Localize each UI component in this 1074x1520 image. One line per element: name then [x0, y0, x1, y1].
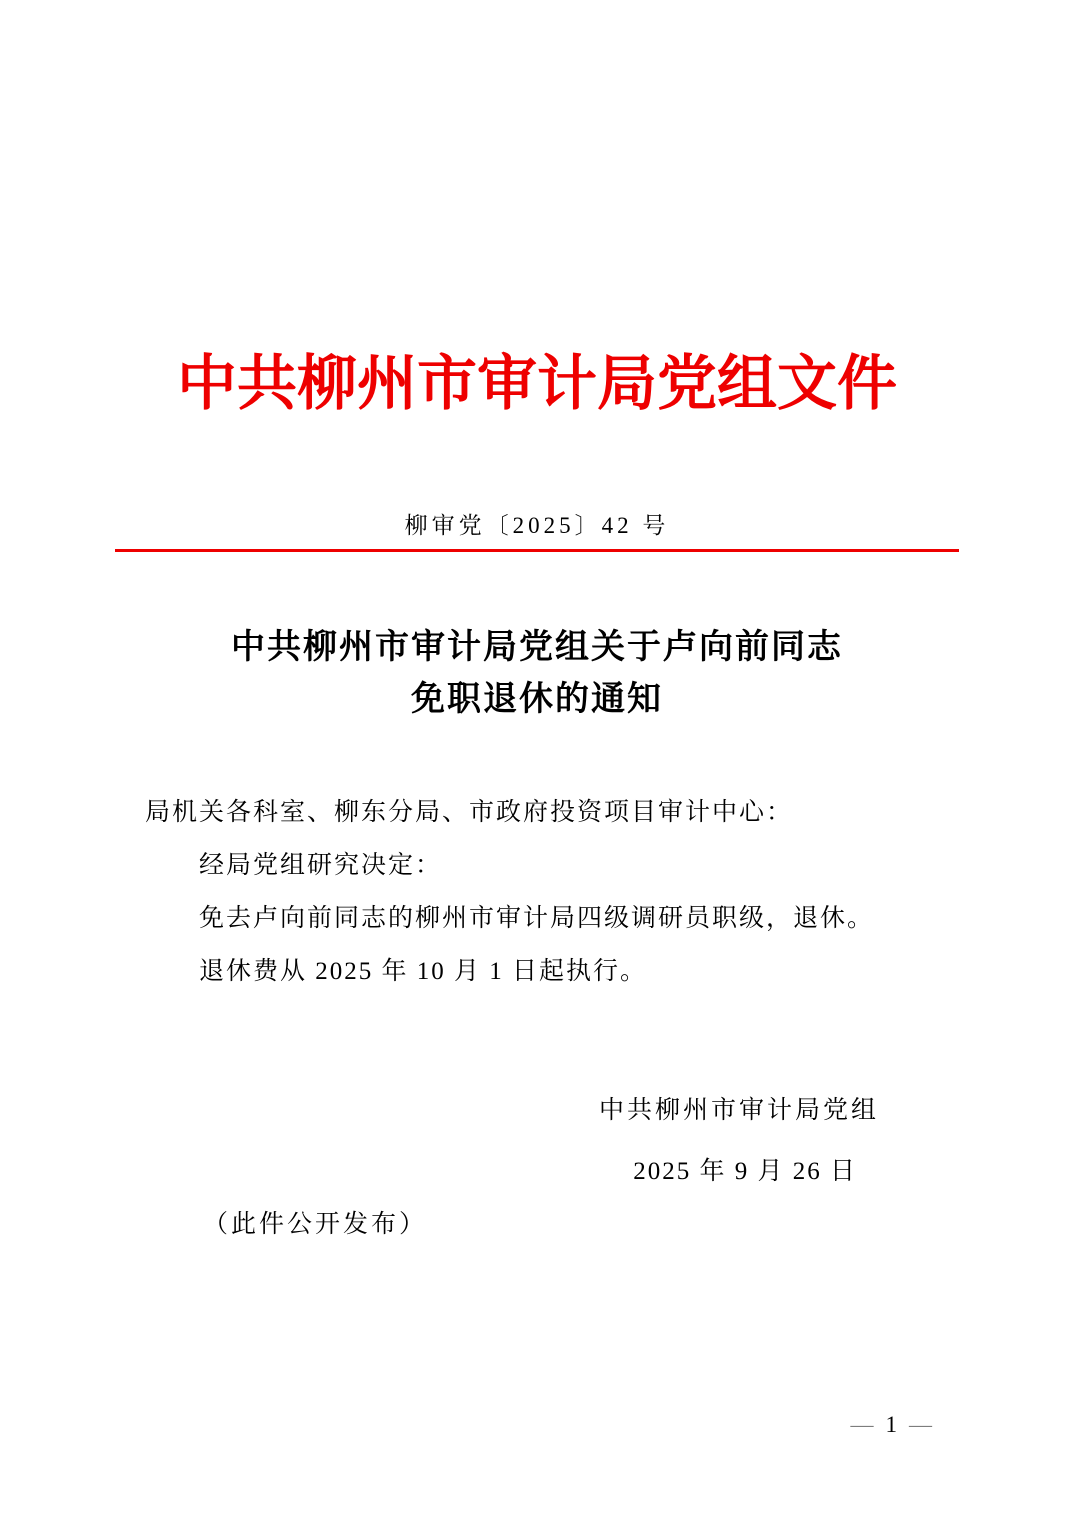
page-number-footer [841, 1412, 945, 1438]
document-title-line1: 中共柳州市审计局党组关于卢向前同志 [231, 629, 843, 666]
page-number: 1 [885, 1412, 899, 1437]
document-body [145, 786, 929, 998]
document-number: 柳审党〔2025〕42 号 [404, 513, 670, 538]
salutation-line: 局机关各科室、柳东分局、市政府投资项目审计中心： [145, 799, 794, 826]
document-content [0, 350, 1074, 1251]
signature-block [115, 1084, 959, 1198]
red-separator-rule [115, 549, 959, 552]
document-title [115, 622, 959, 726]
masthead-org-title: 中共柳州市审计局党组文件 [177, 351, 897, 417]
signature-org: 中共柳州市审计局党组 [598, 1097, 879, 1124]
publish-note: （此件公开发布） [203, 1211, 428, 1238]
document-title-line2: 免职退休的通知 [411, 681, 663, 718]
body-paragraph: 经局党组研究决定： [199, 852, 443, 879]
signature-date: 2025 年 9 月 26 日 [633, 1158, 857, 1185]
page-number-dash-right: — [909, 1412, 934, 1437]
page-number-dash-left: — [850, 1412, 876, 1437]
body-paragraph: 免去卢向前同志的柳州市审计局四级调研员职级，退休。 [199, 905, 875, 932]
body-paragraph: 退休费从 2025 年 10 月 1 日起执行。 [199, 958, 648, 985]
